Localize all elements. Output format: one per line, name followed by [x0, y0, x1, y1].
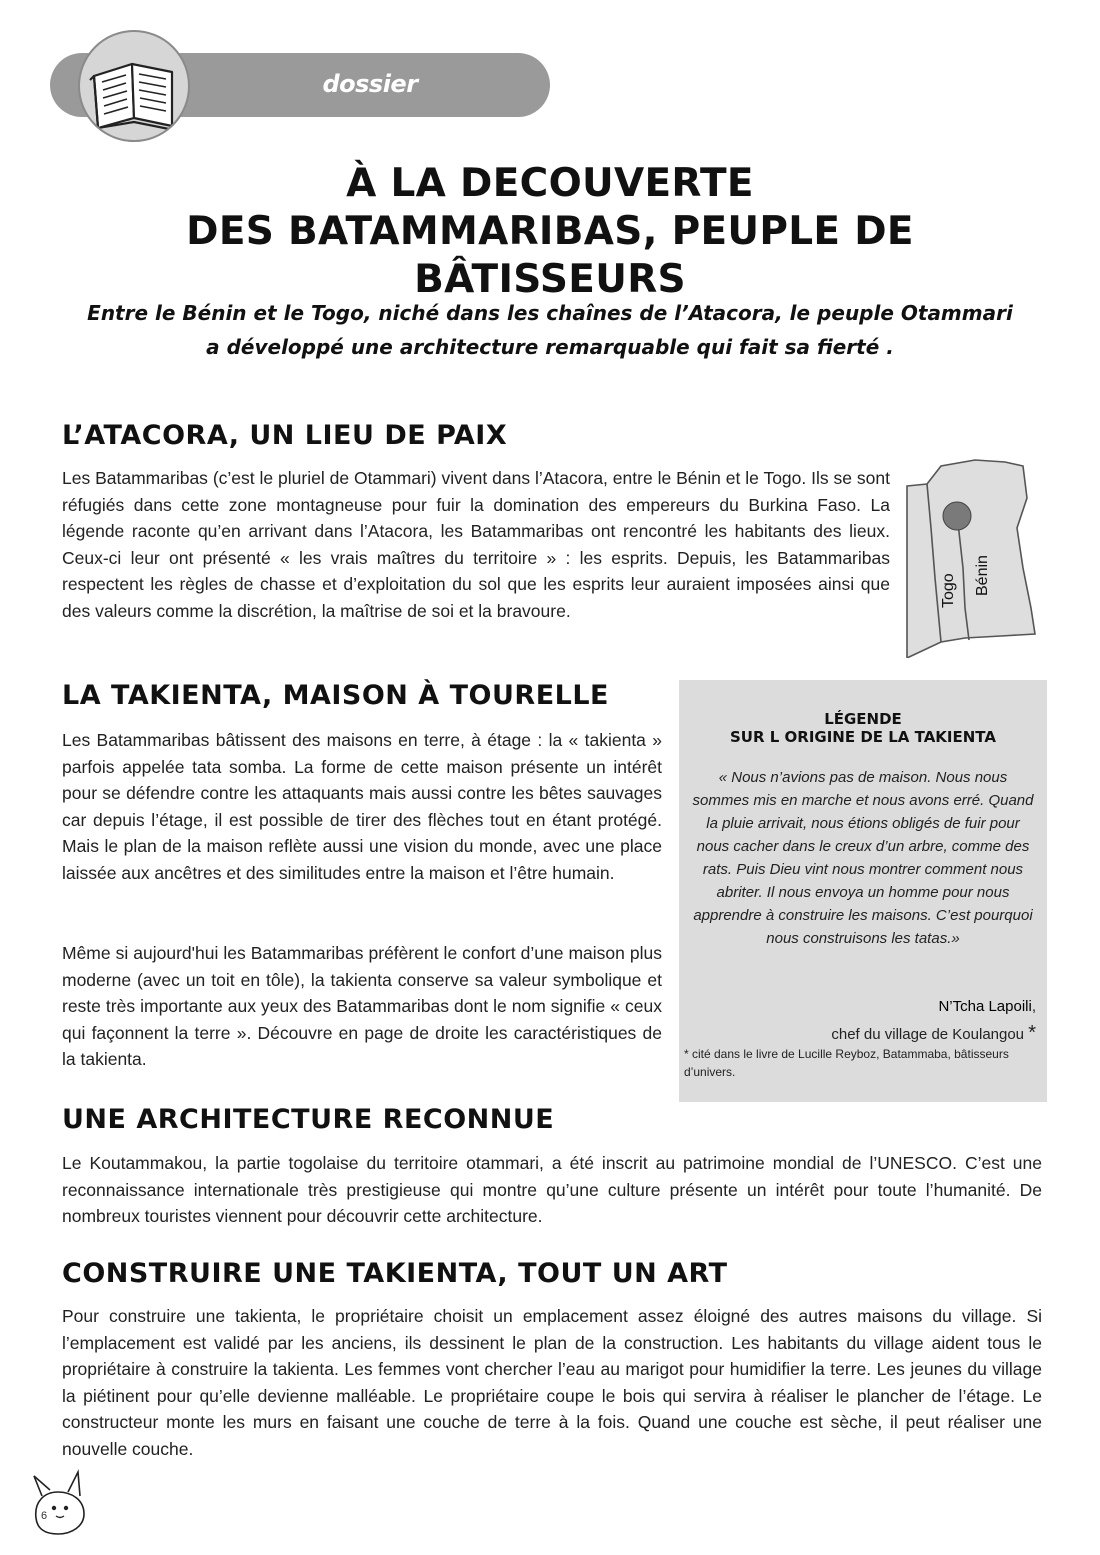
page-number: 6	[41, 1510, 48, 1522]
intro-text	[60, 296, 1040, 364]
mascot-icon	[28, 1468, 98, 1538]
section-heading-takienta: LA TAKIENTA, MAISON À TOURELLE	[62, 680, 609, 711]
map-label-benin: Bénin	[974, 555, 991, 596]
sidebar-title-line-2: SUR L ORIGINE DE LA TAKIENTA	[729, 728, 996, 746]
page-title	[60, 160, 1040, 304]
map-label-togo: Togo	[940, 573, 957, 608]
section-heading-construire: CONSTRUIRE UNE TAKIENTA, TOUT UN ART	[62, 1258, 728, 1289]
section-text-construire: Pour construire une takienta, le propriétaire choisit un emplacement assez éloigné des autres maisons du village. Si l’emplacement est validé par les anciens, ils dessinent le plan de la construction. Les habitants du village aident tous le propriétaire à construire la takienta. Les femmes vont chercher l’eau au marigot pour humidifier la terre. Les jeunes du village la piétinent pour qu’elle devienne malléable. Le propriétaire coupe le bois qui servira à réaliser le plancher de l’étage. Le constructeur monte les murs en faisant une couche de terre à la fois. Quand une couche est sèche, il peut réaliser une nouvelle couche.	[62, 1306, 1042, 1459]
sidebar-author: N’Tcha Lapoili, chef du village de Koulangou *	[831, 998, 1036, 1044]
author-role: chef du village de Koulangou	[831, 1026, 1025, 1043]
section-text-atacora: Les Batammaribas (c’est le pluriel de Otammari) vivent dans l’Atacora, entre le Bénin et le Togo. Ils se sont réfugiés dans cette zone montagneuse pour fuir la domination des empereurs du Burkina Faso. La légende raconte qu’en arrivant dans l’Atacora, les Batammaribas ont rencontré les habitants des lieux. Ceux-ci leur ont présenté « les vrais maîtres du territoire » : les esprits. Depuis, les Batammaribas respectent les règles de chasse et d’exploitation du sol que les esprits leur auraient imposées ainsi que des valeurs comme la discrétion, la maîtrise de soi et la bravoure.	[62, 468, 890, 621]
note-marker: *	[1028, 1022, 1036, 1044]
sidebar-quote: « Nous n’avions pas de maison. Nous nous sommes mis en marche et nous avons erré. Quand la pluie arrivait, nous étions obligés de fuir pour nous cacher dans le creux d’un arbre, comme des rats. Puis Dieu vint nous montrer comment nous abriter. Il nous envoya un homme pour nous apprendre à construire les maisons. C’est pourquoi nous construisons les tatas.»	[692, 769, 1034, 947]
sidebar-title	[679, 710, 1047, 746]
open-book-icon	[78, 30, 190, 142]
section-text-architecture: Le Koutammakou, la partie togolaise du territoire otammari, a été inscrit au patrimoine mondial de l’UNESCO. C’est une reconnaissance internationale très prestigieuse qui montre qu’une culture présente un intérêt pour toute l’humanité. De nombreux touristes viennent pour découvrir cette architecture.	[62, 1153, 1042, 1226]
title-line-1: À LA DECOUVERTE	[346, 161, 754, 206]
location-map	[905, 458, 1037, 658]
section-text-takienta-1: Les Batammaribas bâtissent des maisons en terre, à étage : la « takienta » parfois appelée tata somba. La forme de cette maison présente un intérêt pour se défendre contre les attaquants mais aussi contre les bêtes sauvages car depuis l’étage, il est possible de tirer des flèches tout en étant protégé. Mais le plan de la maison reflète aussi une vision du monde, avec une place laissée aux ancêtres et des similitudes entre la maison et l’être humain.	[62, 730, 662, 883]
author-name: N’Tcha Lapoili	[938, 998, 1032, 1015]
sidebar-footnote: * cité dans le livre de Lucille Reyboz, Batammaba, bâtisseurs d’univers.	[684, 1047, 1009, 1079]
section-heading-atacora: L’ATACORA, UN LIEU DE PAIX	[62, 420, 508, 451]
intro-line-1: Entre le Bénin et le Togo, niché dans les chaînes de l’Atacora, le peuple Otammari	[87, 301, 1013, 325]
title-line-2: DES BATAMMARIBAS, PEUPLE DE BÂTISSEURS	[186, 209, 914, 302]
sidebar-title-line-1: LÉGENDE	[824, 710, 902, 728]
section-heading-architecture: UNE ARCHITECTURE RECONNUE	[62, 1104, 555, 1135]
intro-line-2: a développé une architecture remarquable qui fait sa fierté .	[206, 335, 894, 359]
section-text-takienta-2: Même si aujourd'hui les Batammaribas préfèrent le confort d’une maison plus moderne (avec un toit en tôle), la takienta conserve sa valeur symbolique et reste très importante aux yeux des Batammaribas dont le nom signifie « ceux qui façonnent la terre ». Découvre en page de droite les caractéristiques de la takienta.	[62, 943, 662, 1069]
header-label: dossier	[322, 70, 418, 98]
